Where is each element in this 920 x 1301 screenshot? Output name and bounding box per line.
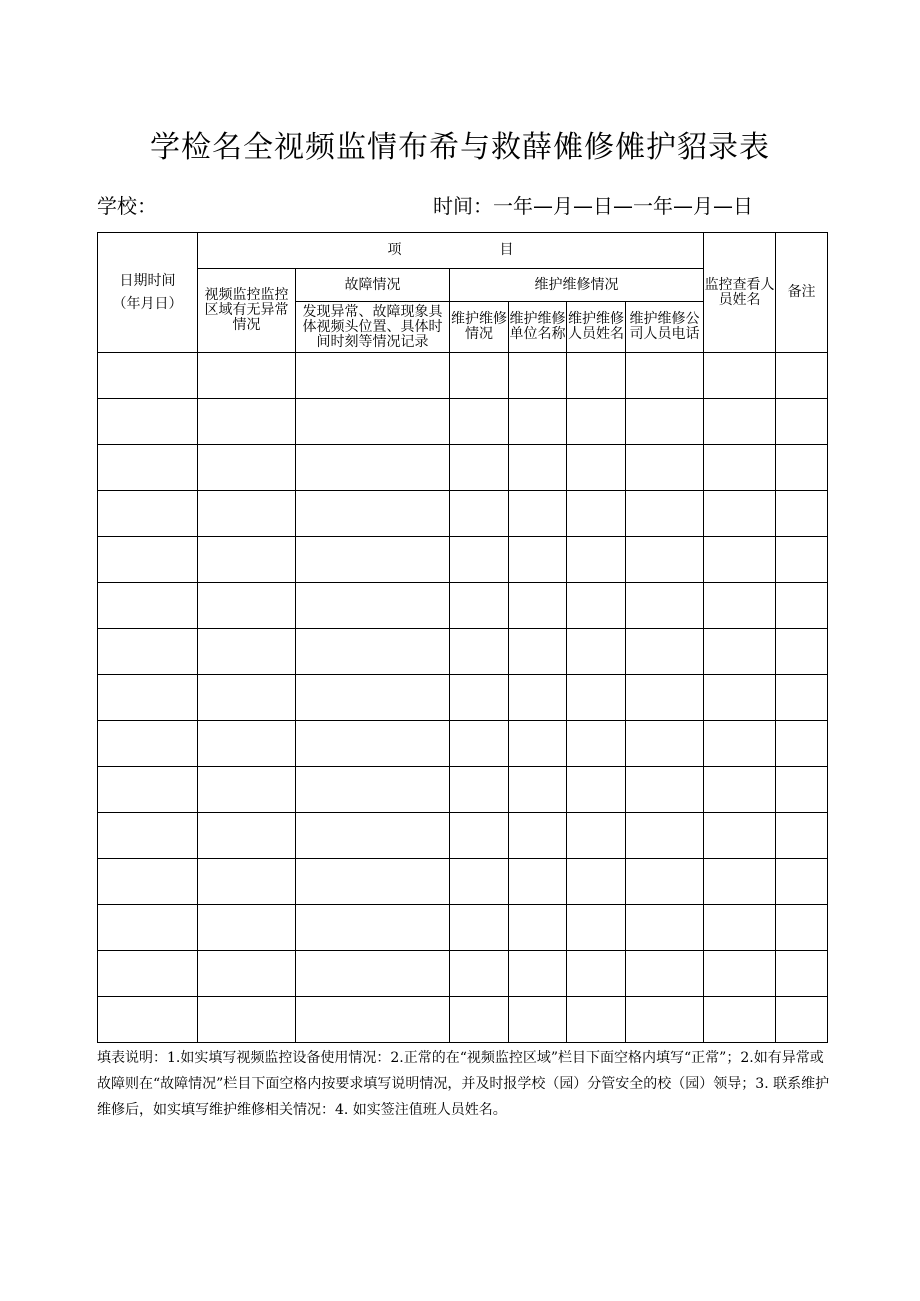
table-cell[interactable] (198, 353, 296, 399)
table-cell[interactable] (450, 951, 509, 997)
table-cell[interactable] (626, 491, 704, 537)
table-cell[interactable] (704, 859, 776, 905)
table-row (98, 721, 828, 767)
table-cell[interactable] (509, 721, 567, 767)
table-cell[interactable] (509, 629, 567, 675)
table-cell[interactable] (704, 445, 776, 491)
table-row (98, 859, 828, 905)
table-cell[interactable] (198, 813, 296, 859)
table-cell[interactable] (98, 859, 198, 905)
table-cell[interactable] (567, 859, 626, 905)
table-cell[interactable] (704, 813, 776, 859)
table-cell[interactable] (776, 951, 828, 997)
table-cell[interactable] (450, 905, 509, 951)
table-cell[interactable] (450, 399, 509, 445)
table-cell[interactable] (704, 951, 776, 997)
table-cell[interactable] (776, 813, 828, 859)
table-cell[interactable] (626, 353, 704, 399)
table-cell[interactable] (296, 629, 450, 675)
table-cell[interactable] (704, 629, 776, 675)
table-cell[interactable] (776, 445, 828, 491)
table-cell[interactable] (198, 905, 296, 951)
table-cell[interactable] (567, 951, 626, 997)
table-cell[interactable] (567, 399, 626, 445)
table-cell[interactable] (198, 629, 296, 675)
table-cell[interactable] (626, 537, 704, 583)
table-cell[interactable] (776, 997, 828, 1043)
table-row (98, 767, 828, 813)
school-label: 学校： (97, 194, 157, 218)
header-repair-phone: 维护维修公司人员电话 (626, 302, 704, 353)
table-cell[interactable] (776, 491, 828, 537)
table-cell[interactable] (296, 583, 450, 629)
header-monitor-area: 视频监控监控区域有无异常情况 (198, 269, 296, 353)
header-fault-detail: 发现异常、故障现象具体视频头位置、具体时间时刻等情况记录 (296, 302, 450, 353)
table-cell[interactable] (509, 583, 567, 629)
table-cell[interactable] (704, 537, 776, 583)
table-cell[interactable] (450, 491, 509, 537)
table-cell[interactable] (296, 767, 450, 813)
table-cell[interactable] (98, 353, 198, 399)
header-repair-person: 维护维修人员姓名 (567, 302, 626, 353)
table-cell[interactable] (296, 353, 450, 399)
table-row (98, 813, 828, 859)
table-cell[interactable] (198, 675, 296, 721)
table-cell[interactable] (98, 445, 198, 491)
table-cell[interactable] (567, 537, 626, 583)
table-cell[interactable] (704, 905, 776, 951)
table-cell[interactable] (567, 583, 626, 629)
table-row (98, 537, 828, 583)
table-cell[interactable] (626, 813, 704, 859)
table-row (98, 583, 828, 629)
table-cell[interactable] (296, 491, 450, 537)
table-cell[interactable] (98, 583, 198, 629)
table-cell[interactable] (567, 721, 626, 767)
table-cell[interactable] (567, 629, 626, 675)
table-cell[interactable] (509, 997, 567, 1043)
table-cell[interactable] (567, 491, 626, 537)
header-remark: 备注 (776, 233, 828, 353)
fill-instructions: 填表说明：1.如实填写视频监控设备使用情况：2.正常的在“视频监控区域”栏目下面空格内填写“正常”；2.如有异常或故障则在“故障情况”栏目下面空格内按要求填写说明情况，并及时报学校（园）分管安全的校（园）领导；3. 联系维护维修后，如实填写维护维修相关情况：4. 如实签注值班人员姓名。 (97, 1050, 830, 1118)
table-cell[interactable] (509, 675, 567, 721)
table-cell[interactable] (567, 445, 626, 491)
table-cell[interactable] (198, 951, 296, 997)
table-cell[interactable] (296, 905, 450, 951)
table-row (98, 675, 828, 721)
table-cell[interactable] (98, 813, 198, 859)
table-cell[interactable] (296, 813, 450, 859)
header-date-time (98, 233, 198, 353)
table-cell[interactable] (198, 859, 296, 905)
table-cell[interactable] (776, 629, 828, 675)
table-cell[interactable] (704, 767, 776, 813)
table-cell[interactable] (776, 859, 828, 905)
header-repair-unit: 维护维修单位名称 (509, 302, 567, 353)
table-cell[interactable] (704, 491, 776, 537)
table-cell[interactable] (98, 675, 198, 721)
table-cell[interactable] (776, 583, 828, 629)
table-row (98, 399, 828, 445)
table-cell[interactable] (98, 491, 198, 537)
table-cell[interactable] (776, 767, 828, 813)
table-cell[interactable] (450, 675, 509, 721)
table-cell[interactable] (704, 399, 776, 445)
table-cell[interactable] (296, 445, 450, 491)
table-cell[interactable] (509, 399, 567, 445)
table-cell[interactable] (567, 675, 626, 721)
table-cell[interactable] (626, 721, 704, 767)
table-cell[interactable] (450, 445, 509, 491)
table-cell[interactable] (450, 813, 509, 859)
table-cell[interactable] (98, 537, 198, 583)
table-cell[interactable] (296, 859, 450, 905)
table-cell[interactable] (567, 997, 626, 1043)
header-fault: 故障情况 (296, 269, 450, 302)
table-cell[interactable] (776, 399, 828, 445)
table-cell[interactable] (198, 721, 296, 767)
table-cell[interactable] (296, 721, 450, 767)
table-cell[interactable] (509, 353, 567, 399)
table-cell[interactable] (626, 767, 704, 813)
table-cell[interactable] (509, 767, 567, 813)
table-row (98, 997, 828, 1043)
table-cell[interactable] (98, 767, 198, 813)
table-cell[interactable] (626, 859, 704, 905)
table-cell[interactable] (198, 399, 296, 445)
table-cell[interactable] (450, 859, 509, 905)
table-cell[interactable] (98, 951, 198, 997)
table-cell[interactable] (509, 905, 567, 951)
header-date-format: （年月日） (112, 295, 183, 312)
table-cell[interactable] (198, 583, 296, 629)
table-cell[interactable] (509, 813, 567, 859)
header-repair-status: 维护维修情况 (450, 302, 509, 353)
table-cell[interactable] (198, 537, 296, 583)
table-cell[interactable] (626, 399, 704, 445)
table-cell[interactable] (98, 905, 198, 951)
table-row (98, 905, 828, 951)
table-cell[interactable] (704, 675, 776, 721)
header-item: 项 目 (198, 233, 704, 269)
table-row (98, 951, 828, 997)
table-cell[interactable] (776, 905, 828, 951)
table-cell[interactable] (98, 997, 198, 1043)
table-cell[interactable] (626, 629, 704, 675)
table-cell[interactable] (98, 721, 198, 767)
table-cell[interactable] (704, 583, 776, 629)
table-cell[interactable] (776, 353, 828, 399)
table-cell[interactable] (98, 399, 198, 445)
table-cell[interactable] (776, 721, 828, 767)
table-cell[interactable] (98, 629, 198, 675)
table-cell[interactable] (567, 813, 626, 859)
table-cell[interactable] (626, 905, 704, 951)
table-cell[interactable] (567, 905, 626, 951)
table-cell[interactable] (704, 721, 776, 767)
table-row (98, 445, 828, 491)
table-row (98, 629, 828, 675)
table-cell[interactable] (450, 997, 509, 1043)
table-cell[interactable] (296, 997, 450, 1043)
table-cell[interactable] (198, 445, 296, 491)
table-cell[interactable] (509, 445, 567, 491)
table-cell[interactable] (776, 675, 828, 721)
table-cell[interactable] (450, 629, 509, 675)
table-cell[interactable] (626, 445, 704, 491)
table-cell[interactable] (509, 951, 567, 997)
table-cell[interactable] (567, 353, 626, 399)
table-cell[interactable] (296, 675, 450, 721)
table-cell[interactable] (450, 537, 509, 583)
table-cell[interactable] (450, 583, 509, 629)
form-title: 学检名全视频监情布希与救薛傩修傩护貂录表 (150, 130, 770, 165)
header-monitor-viewer: 监控查看人员姓名 (704, 233, 776, 353)
table-cell[interactable] (626, 583, 704, 629)
table-cell[interactable] (450, 353, 509, 399)
table-cell[interactable] (704, 353, 776, 399)
table-row (98, 353, 828, 399)
table-cell[interactable] (198, 491, 296, 537)
table-cell[interactable] (626, 997, 704, 1043)
table-cell[interactable] (509, 491, 567, 537)
table-cell[interactable] (198, 767, 296, 813)
table-cell[interactable] (509, 537, 567, 583)
table-cell[interactable] (704, 997, 776, 1043)
table-cell[interactable] (296, 399, 450, 445)
header-repair: 维护维修情况 (450, 269, 704, 302)
table-cell[interactable] (450, 721, 509, 767)
table-cell[interactable] (450, 767, 509, 813)
table-cell[interactable] (626, 675, 704, 721)
table-cell[interactable] (198, 997, 296, 1043)
time-period-label: 时间：一年—月—日—一年—月—日 (433, 194, 753, 218)
table-cell[interactable] (296, 537, 450, 583)
table-row (98, 491, 828, 537)
table-cell[interactable] (567, 767, 626, 813)
table-cell[interactable] (296, 951, 450, 997)
table-cell[interactable] (776, 537, 828, 583)
header-date-label: 日期时间 (119, 272, 176, 289)
table-cell[interactable] (509, 859, 567, 905)
table-cell[interactable] (626, 951, 704, 997)
maintenance-log-table (97, 232, 828, 1043)
